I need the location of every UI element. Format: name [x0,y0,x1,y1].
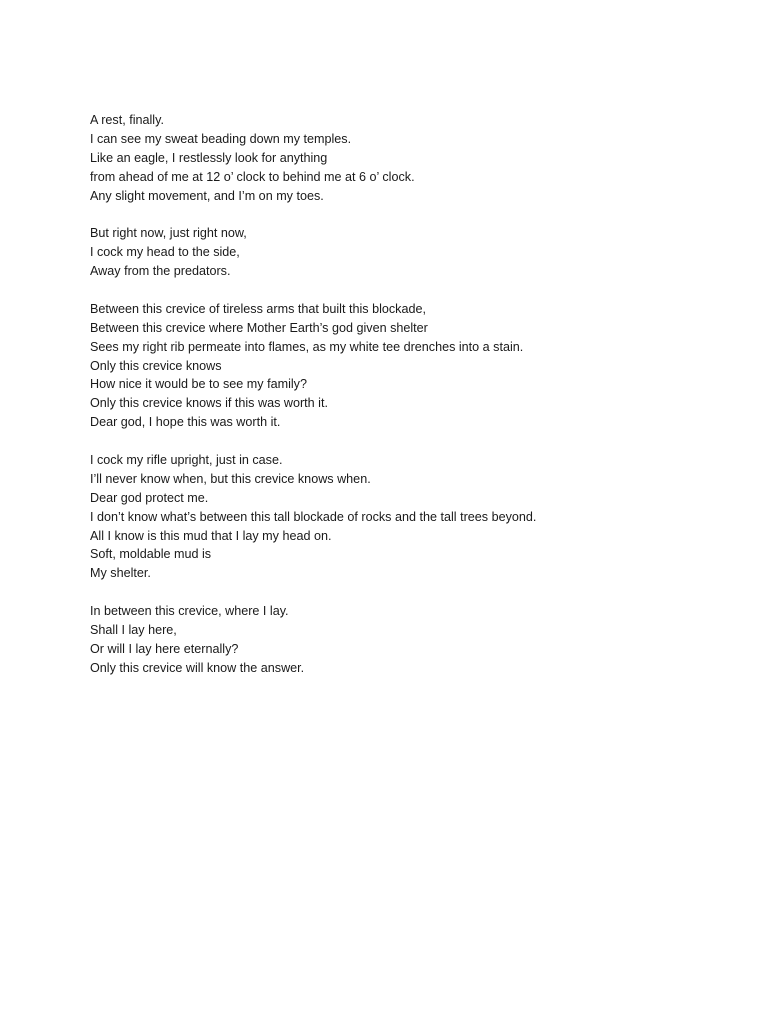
poem-line: In between this crevice, where I lay. [90,604,289,619]
poem-line: Only this crevice knows [90,358,222,373]
poem-line: I’ll never know when, but this crevice knows when. [90,471,371,486]
stanza-3 [90,300,730,432]
poem-line: How nice it would be to see my family? [90,377,307,392]
poem-line: Soft, moldable mud is [90,547,212,562]
stanza-2 [90,224,730,281]
poem-line: Like an eagle, I restlessly look for anything [90,150,328,165]
poem-line: Between this crevice of tireless arms that built this blockade, [90,301,426,316]
poem-line: I can see my sweat beading down my temples. [90,131,352,146]
poem-line: A rest, finally. [90,113,164,127]
poem-line: Or will I lay here eternally? [90,641,239,656]
poem-line: But right now, just right now, [90,226,247,241]
poem-line: My shelter. [90,566,151,581]
stanza-5 [90,602,730,678]
poem-line: Any slight movement, and I’m on my toes. [90,188,324,203]
poem-line: Between this crevice where Mother Earth’s god given shelter [90,320,428,335]
poem-line: Away from the predators. [90,264,231,279]
poem-line: All I know is this mud that I lay my head on. [90,528,332,543]
poem-line: Sees my right rib permeate into flames, as my white tee drenches into a stain. [90,339,524,354]
poem-line: I don’t know what’s between this tall blockade of rocks and the tall trees beyond. [90,509,537,524]
stanza-1 [90,111,730,205]
stanza-4 [90,451,730,583]
poem-line: I cock my head to the side, [90,245,240,260]
poem-line: Dear god protect me. [90,490,209,505]
poem-line: Only this crevice knows if this was worth it. [90,396,328,411]
poem-line: Dear god, I hope this was worth it. [90,415,281,430]
poem-line: from ahead of me at 12 o’ clock to behind me at 6 o’ clock. [90,169,415,184]
poem-line: Only this crevice will know the answer. [90,660,305,675]
poem-line: I cock my rifle upright, just in case. [90,453,283,468]
poem-line: Shall I lay here, [90,623,177,638]
poem-body [90,111,730,678]
